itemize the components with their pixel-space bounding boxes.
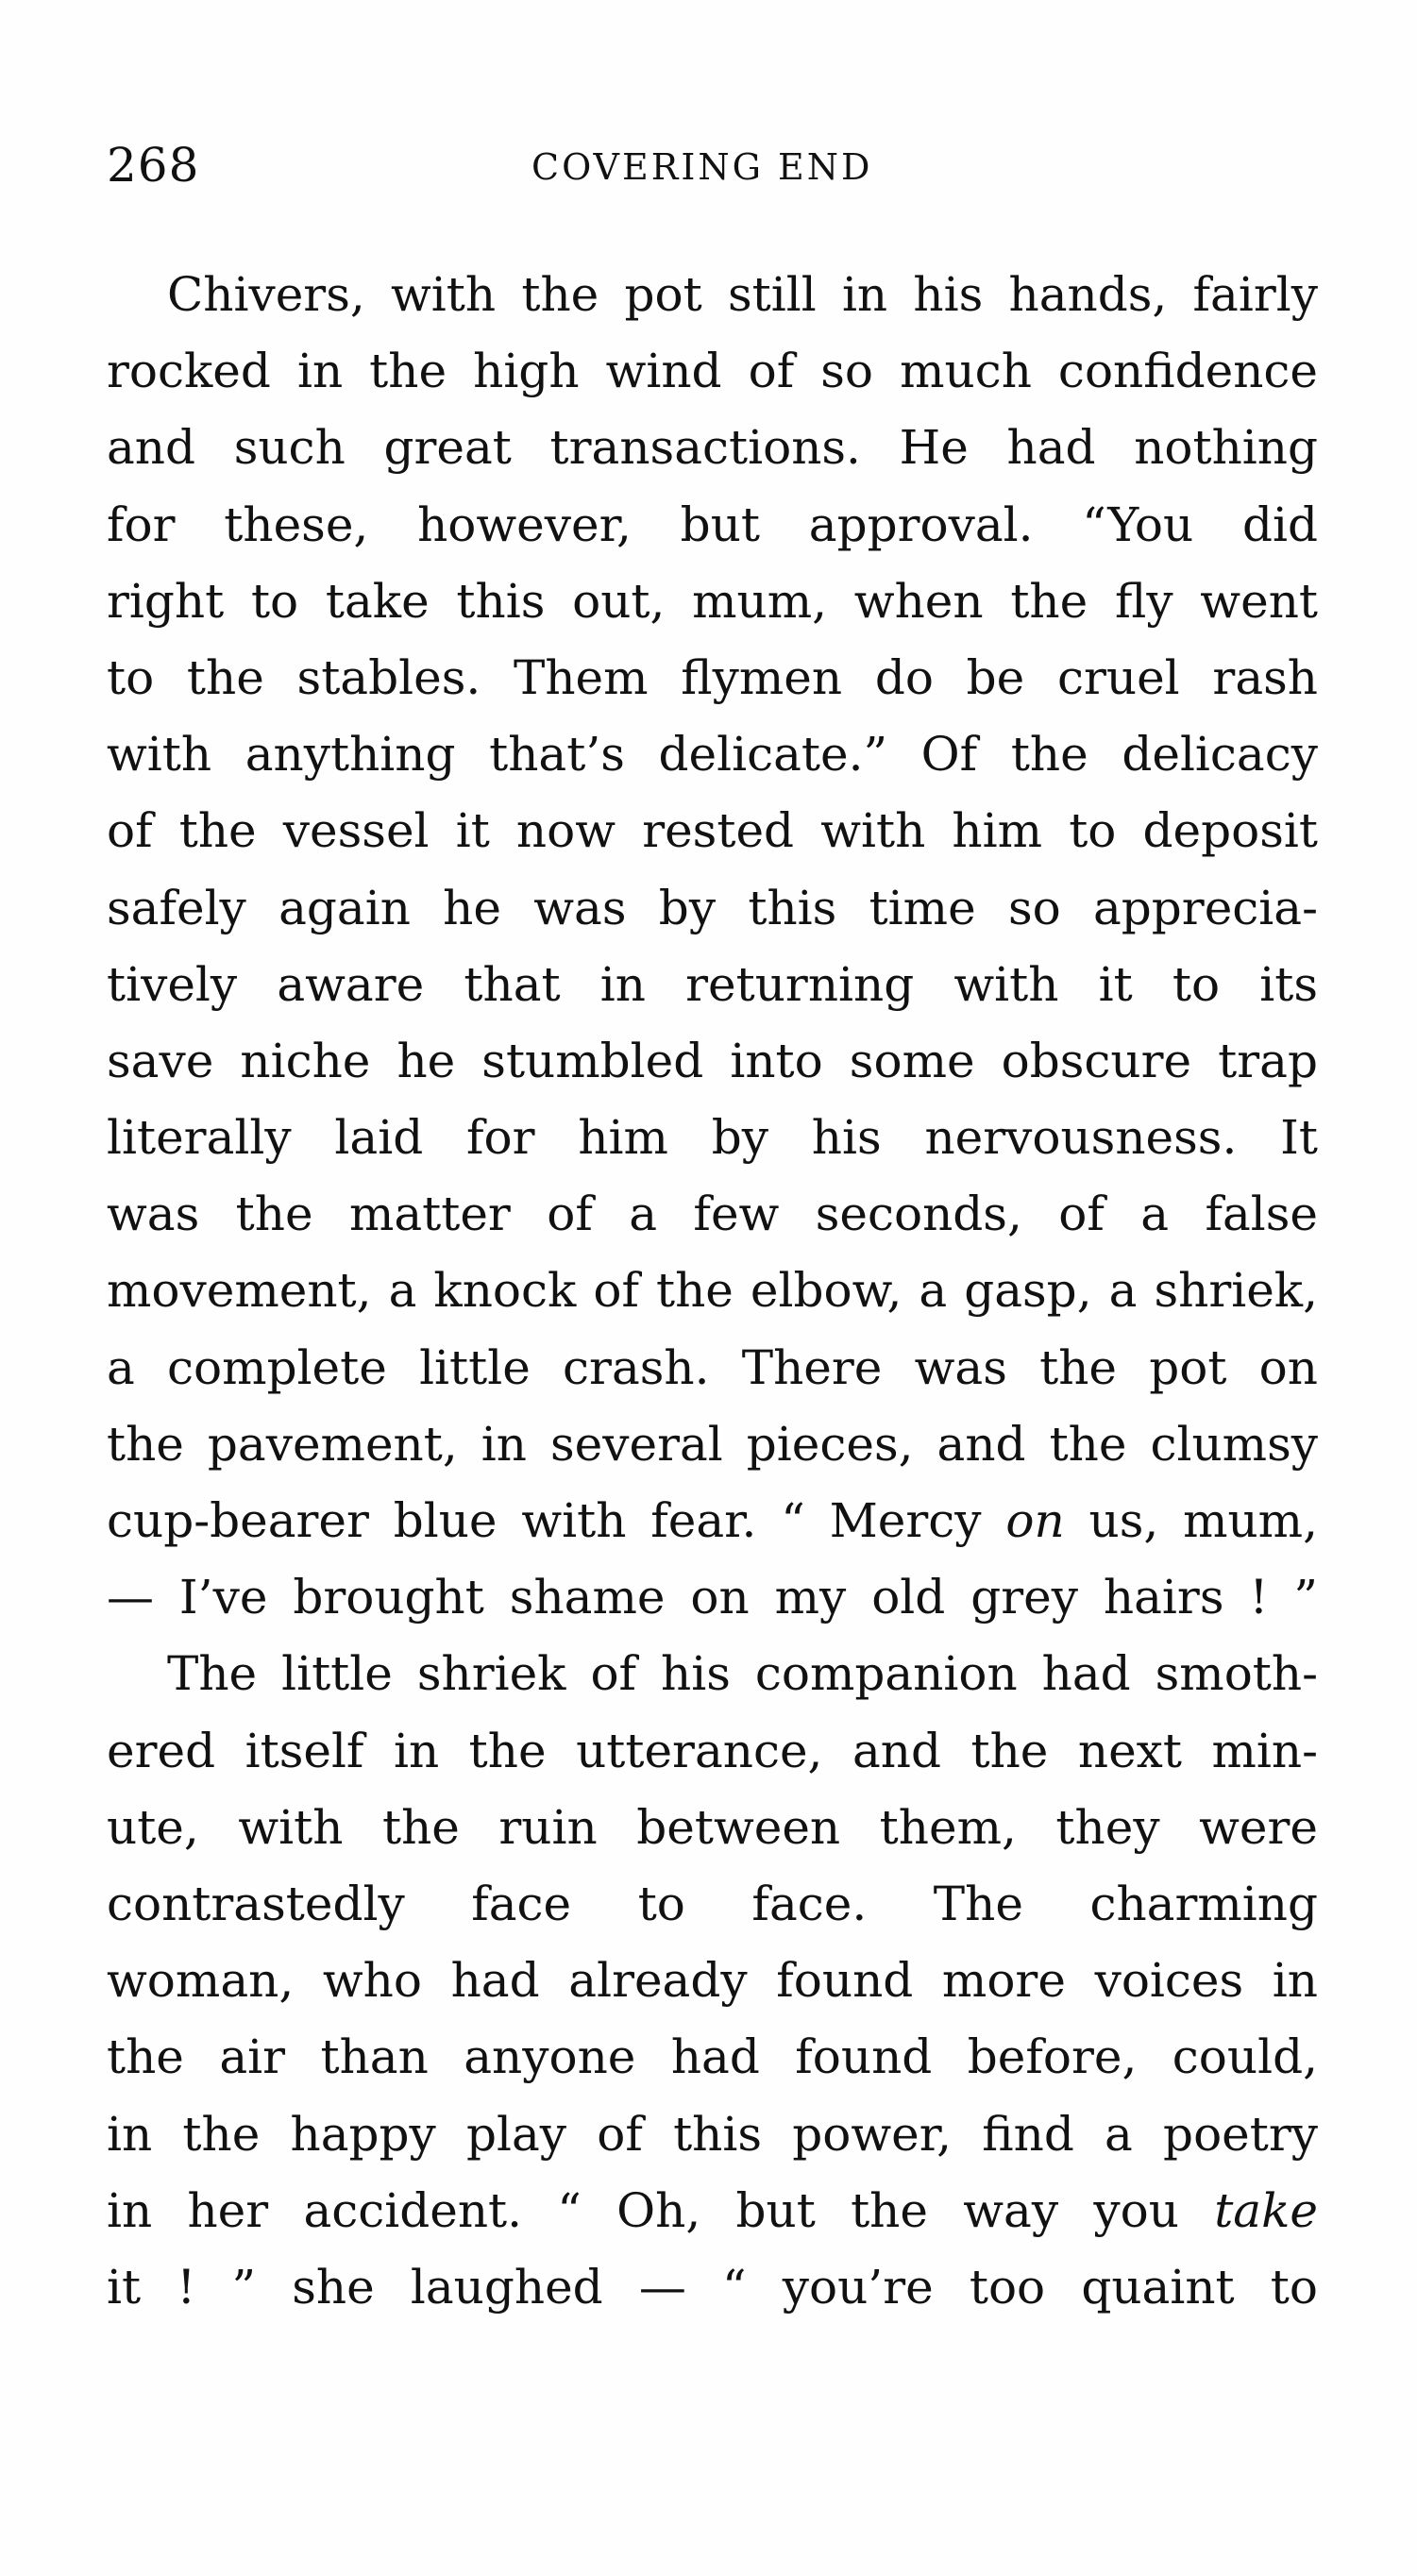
- text-line: literally laid for him by his nervousness. It: [107, 1110, 1318, 1166]
- text-line: — I’ve brought shame on my old grey hairs ! ”: [107, 1570, 1318, 1625]
- text-line: safely again he was by this time so apprecia-: [107, 880, 1318, 935]
- text-line: tively aware that in returning with it to its: [107, 956, 1318, 1012]
- body-text: [107, 257, 1318, 2326]
- text-line: the pavement, in several pieces, and the clumsy: [107, 1416, 1318, 1472]
- text-line: ered itself in the utterance, and the next min-: [107, 1723, 1318, 1778]
- text-line: was the matter of a few seconds, of a false: [107, 1187, 1318, 1242]
- text-line: of the vessel it now rested with him to deposit: [107, 803, 1318, 859]
- text-line: the air than anyone had found before, could,: [107, 2029, 1318, 2085]
- text-line: to the stables. Them flymen do be cruel rash: [107, 649, 1318, 705]
- text-line: and such great transactions. He had nothing: [107, 420, 1318, 476]
- text-segment: us, mum,: [1064, 1493, 1318, 1548]
- text-segment: cup-bearer blue with fear. “ Mercy: [107, 1493, 1006, 1548]
- running-head: COVERING END: [531, 146, 873, 188]
- text-line: The little shriek of his companion had smoth-: [167, 1646, 1318, 1702]
- text-line: with anything that’s delicate.” Of the delicacy: [107, 727, 1318, 783]
- text-line: Chivers, with the pot still in his hands, fairly: [167, 267, 1318, 322]
- text-line: it ! ” she laughed — “ you’re too quaint to: [107, 2259, 1318, 2315]
- text-line: ute, with the ruin between them, they were: [107, 1799, 1318, 1855]
- text-line: save niche he stumbled into some obscure trap: [107, 1033, 1318, 1088]
- text-line-with-italic: [107, 1483, 1318, 1559]
- text-line: contrastedly face to face. The charming: [107, 1876, 1318, 1931]
- text-segment: in her accident. “ Oh, but the way you: [107, 2182, 1215, 2238]
- text-line-with-italic: [107, 2173, 1318, 2249]
- text-line: movement, a knock of the elbow, a gasp, a shriek,: [107, 1263, 1318, 1319]
- italic-word: take: [1214, 2182, 1318, 2238]
- italic-word: on: [1005, 1493, 1065, 1548]
- text-line: rocked in the high wind of so much confidence: [107, 344, 1318, 399]
- text-line: a complete little crash. There was the pot on: [107, 1339, 1318, 1395]
- text-line: woman, who had already found more voices in: [107, 1953, 1318, 2009]
- text-line: right to take this out, mum, when the fly went: [107, 573, 1318, 629]
- text-line: in the happy play of this power, find a poetry: [107, 2106, 1318, 2162]
- page-number: 268: [107, 138, 200, 193]
- text-line: for these, however, but approval. “You did: [107, 497, 1318, 552]
